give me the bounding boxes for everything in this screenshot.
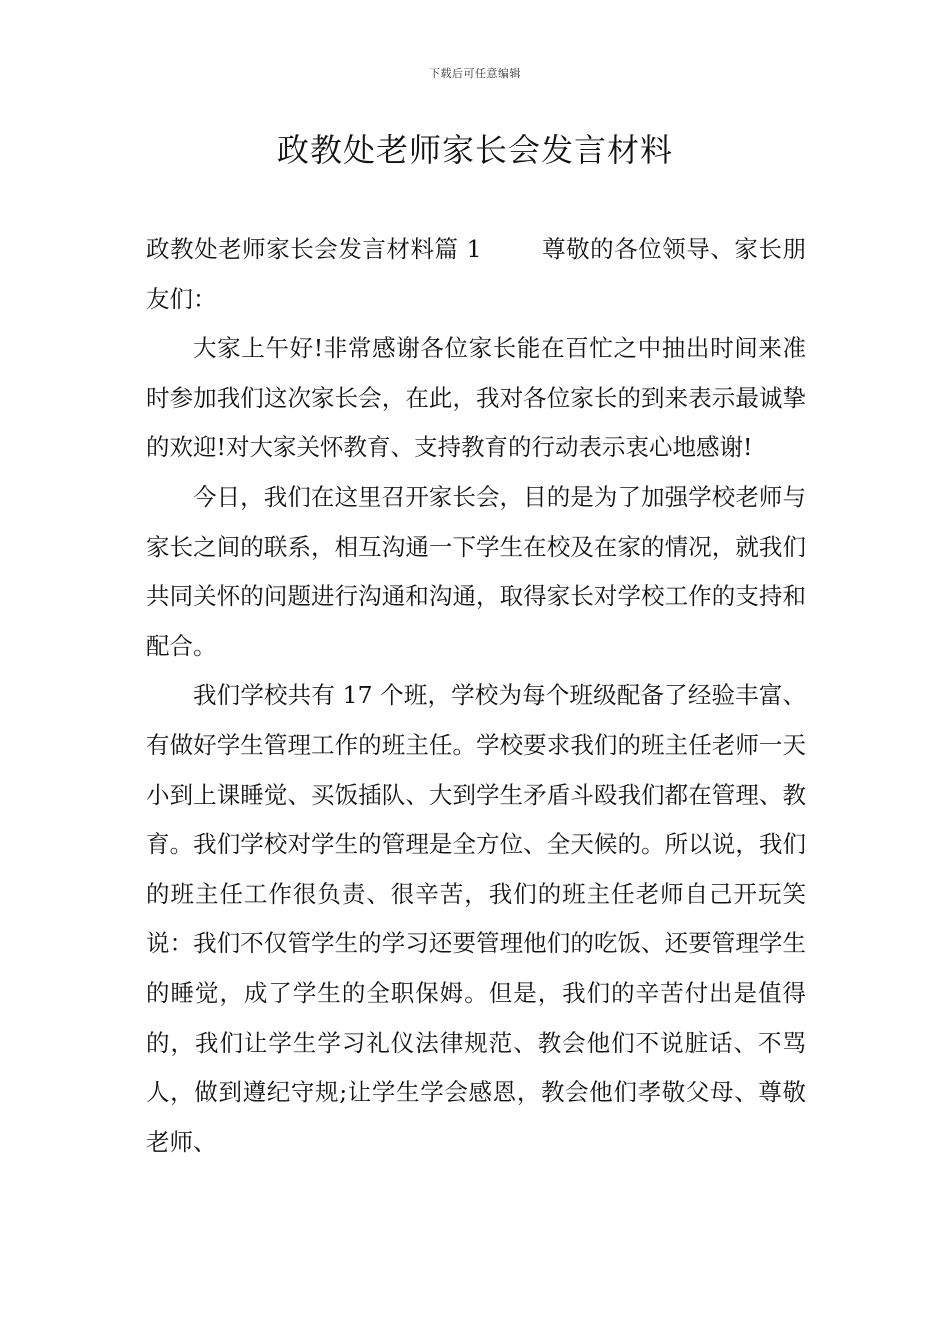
body-paragraph-1: 大家上午好!非常感谢各位家长能在百忙之中抽出时间来准时参加我们这次家长会，在此，我对各位家长的到来表示最诚挚的欢迎!对大家关怀教育、支持教育的行动表示衷心地感谢! (146, 334, 806, 462)
body-paragraph-2: 今日，我们在这里召开家长会，目的是为了加强学校老师与家长之间的联系，相互沟通一下学生在校及在家的情况，就我们共同关怀的问题进行沟通和沟通，取得家长对学校工作的支持和配合。 (146, 482, 806, 660)
document-body (146, 225, 806, 1167)
section-heading: 政教处老师家长会发言材料篇 1 (146, 235, 482, 263)
body-paragraph-3: 我们学校共有 17 个班，学校为每个班级配备了经验丰富、有做好学生管理工作的班主任。学校要求我们的班主任老师一天小到上课睡觉、买饭插队、大到学生矛盾斗殴我们都在管理、教育。我们学校对学生的管理是全方位、全天候的。所以说，我们的班主任工作很负责、很辛苦，我们的班主任老师自己开玩笑说：我们不仅管学生的学习还要管理他们的吃饭、还要管理学生的睡觉，成了学生的全职保姆。但是，我们的辛苦付出是值得的，我们让学生学习礼仪法律规范、教会他们不说脏话、不骂人，做到遵纪守规;让学生学会感恩，教会他们孝敬父母、尊敬老师、 (146, 681, 806, 1156)
document-title: 政教处老师家长会发言材料 (276, 131, 673, 169)
header-note: 下载后可任意编辑 (429, 67, 521, 80)
intro-paragraph (146, 225, 806, 324)
salutation: 尊敬的各位领导、家长朋友们： (146, 235, 807, 313)
